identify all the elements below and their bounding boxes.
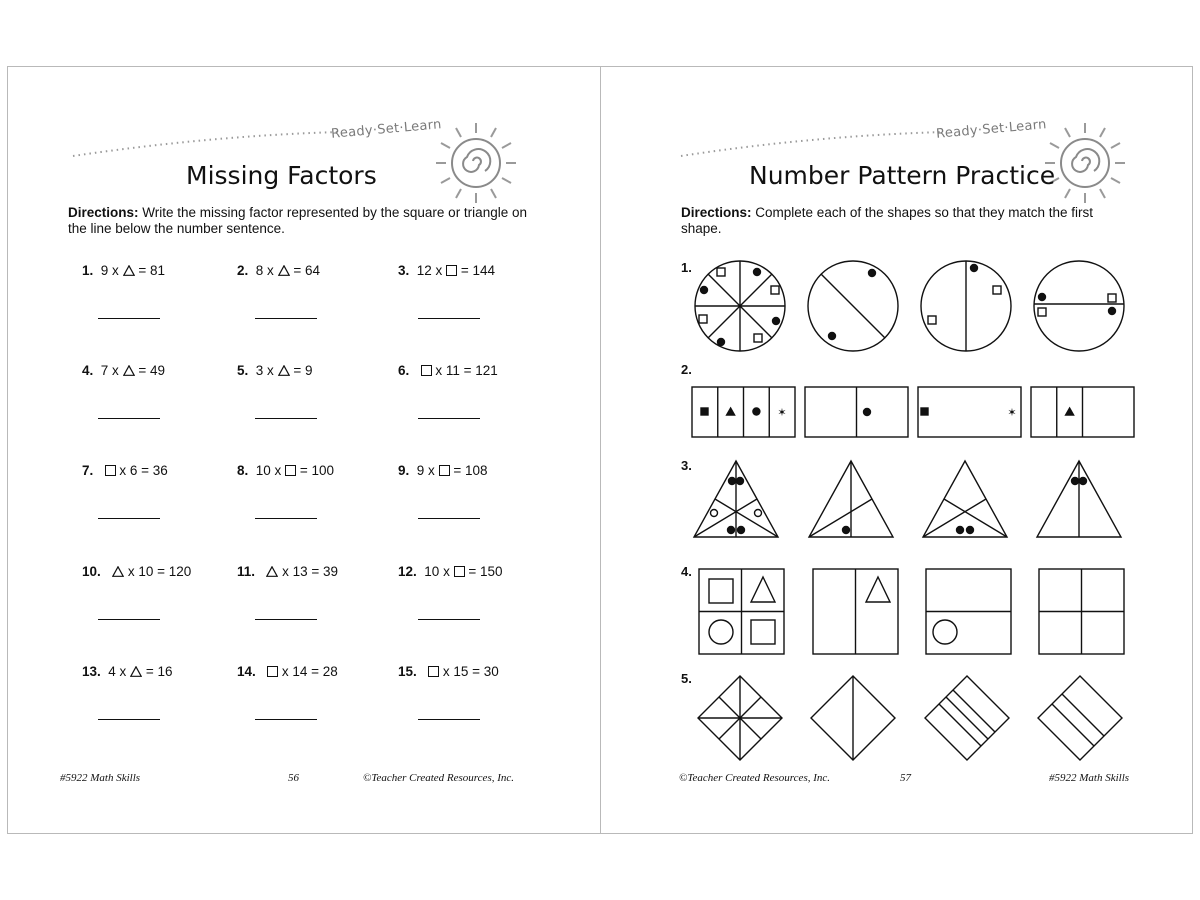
problem-9 [398, 463, 488, 478]
triangle-pattern-3 [923, 461, 1007, 537]
answer-blank[interactable] [418, 418, 480, 419]
problem-number: 4. [82, 363, 94, 378]
right-page [601, 66, 1193, 834]
diamond-pattern-model [698, 676, 782, 760]
answer-blank[interactable] [98, 318, 160, 319]
answer-blank[interactable] [255, 318, 317, 319]
answer-blank[interactable] [255, 518, 317, 519]
row-number-4: 4. [681, 564, 692, 579]
square-icon [267, 666, 278, 677]
problem-12 [398, 564, 503, 579]
diamond-pattern-2 [811, 676, 895, 760]
row-number-1: 1. [681, 260, 692, 275]
square-icon [421, 365, 432, 376]
square-icon [428, 666, 439, 677]
row-number-3: 3. [681, 458, 692, 473]
problem-prefix: 4 x [108, 664, 127, 679]
rect-pattern-4 [1031, 387, 1134, 437]
problem-suffix: = 16 [145, 664, 173, 679]
problem-13 [82, 664, 173, 679]
problem-number: 7. [82, 463, 94, 478]
footer-page-number: 57 [900, 772, 911, 784]
square-pattern-2 [813, 569, 898, 654]
diamond-pattern-3 [925, 676, 1009, 760]
diamond-pattern-4 [1038, 676, 1122, 760]
problem-prefix: 7 x [100, 363, 119, 378]
problem-suffix: x 6 = 36 [119, 463, 168, 478]
circle-pattern-2 [808, 261, 898, 351]
problem-suffix: = 100 [299, 463, 335, 478]
square-icon [105, 465, 116, 476]
answer-blank[interactable] [255, 719, 317, 720]
problem-10 [82, 564, 191, 579]
circle-pattern-model [695, 261, 785, 351]
problem-number: 14. [237, 664, 256, 679]
problem-number: 13. [82, 664, 101, 679]
problem-suffix: = 49 [138, 363, 165, 378]
square-icon [285, 465, 296, 476]
left-page [8, 66, 600, 834]
row-number-5: 5. [681, 671, 692, 686]
problem-6 [398, 363, 498, 378]
triangle-pattern-4 [1037, 461, 1121, 537]
answer-blank[interactable] [418, 619, 480, 620]
triangle-icon [130, 666, 142, 677]
problem-prefix: 3 x [255, 363, 274, 378]
problem-prefix: 9 x [416, 463, 435, 478]
row-number-2: 2. [681, 362, 692, 377]
triangle-icon [278, 265, 290, 276]
problem-suffix: x 15 = 30 [442, 664, 499, 679]
problem-number: 9. [398, 463, 410, 478]
triangle-icon [112, 566, 124, 577]
answer-blank[interactable] [98, 719, 160, 720]
problem-4 [82, 363, 165, 378]
triangle-icon [123, 265, 135, 276]
problem-prefix: 10 x [424, 564, 450, 579]
problem-number: 8. [237, 463, 249, 478]
footer-page-number: 56 [288, 772, 299, 784]
answer-blank[interactable] [98, 518, 160, 519]
problem-suffix: = 144 [460, 263, 496, 278]
problem-prefix: 9 x [100, 263, 119, 278]
footer-copyright: ©Teacher Created Resources, Inc. [363, 772, 515, 784]
problem-suffix: x 11 = 121 [435, 363, 498, 378]
problem-15 [398, 664, 499, 679]
problem-number: 3. [398, 263, 410, 278]
rect-pattern-3 [918, 387, 1021, 437]
directions-text: Write the missing factor represented by the square or triangle on the line below the number sentence. [68, 205, 527, 236]
problem-number: 11. [237, 564, 256, 579]
svg-text:✶: ✶ [1007, 407, 1017, 419]
problem-suffix: = 150 [468, 564, 503, 579]
problem-prefix: 12 x [416, 263, 443, 278]
problem-suffix: x 14 = 28 [281, 664, 338, 679]
square-icon [454, 566, 465, 577]
problem-suffix: x 13 = 39 [282, 564, 338, 579]
problem-number: 5. [237, 363, 249, 378]
problem-3 [398, 263, 495, 278]
problem-suffix: x 10 = 120 [127, 564, 192, 579]
problem-prefix: 10 x [255, 463, 282, 478]
answer-blank[interactable] [98, 418, 160, 419]
footer-book-number: #5922 Math Skills [60, 772, 141, 784]
rect-pattern-model [692, 387, 795, 437]
footer-copyright: ©Teacher Created Resources, Inc. [679, 772, 831, 784]
triangle-icon [266, 566, 278, 577]
square-pattern-3 [926, 569, 1011, 654]
directions-text: Complete each of the shapes so that they match the first shape. [681, 205, 1093, 236]
problem-suffix: = 64 [293, 263, 320, 278]
rect-pattern-2 [805, 387, 908, 437]
triangle-icon [123, 365, 135, 376]
problem-11 [237, 564, 338, 579]
directions-label: Directions: [681, 205, 752, 220]
directions [68, 205, 538, 237]
pattern-figures [601, 66, 1193, 834]
problem-number: 1. [82, 263, 94, 278]
answer-blank[interactable] [98, 619, 160, 620]
problem-number: 12. [398, 564, 417, 579]
problem-2 [237, 263, 320, 278]
problem-1 [82, 263, 165, 278]
page-title: Missing Factors [186, 161, 377, 190]
problem-prefix: 8 x [255, 263, 274, 278]
page-title: Number Pattern Practice [749, 161, 1056, 190]
problem-5 [237, 363, 312, 378]
problem-number: 10. [82, 564, 101, 579]
circle-pattern-3 [921, 261, 1011, 351]
problem-number: 15. [398, 664, 417, 679]
problem-suffix: = 9 [293, 363, 313, 378]
directions-label: Directions: [68, 205, 139, 220]
footer-book-number: #5922 Math Skills [1049, 772, 1130, 784]
square-pattern-4 [1039, 569, 1124, 654]
answer-blank[interactable] [418, 719, 480, 720]
problem-suffix: = 108 [453, 463, 488, 478]
answer-blank[interactable] [255, 619, 317, 620]
sun-icon [436, 123, 516, 203]
brand-logo-text: Ready·Set·Learn [330, 117, 443, 142]
square-icon [439, 465, 450, 476]
circle-pattern-4 [1034, 261, 1124, 351]
problem-8 [237, 463, 334, 478]
svg-text:✶: ✶ [777, 407, 787, 419]
triangle-pattern-model [694, 461, 778, 537]
problem-suffix: = 81 [138, 263, 165, 278]
brand-logo-text: Ready·Set·Learn [935, 117, 1048, 142]
answer-blank[interactable] [418, 318, 480, 319]
problem-number: 6. [398, 363, 410, 378]
answer-blank[interactable] [418, 518, 480, 519]
square-icon [446, 265, 457, 276]
triangle-pattern-2 [809, 461, 893, 537]
triangle-icon [278, 365, 290, 376]
problem-14 [237, 664, 338, 679]
square-pattern-model [699, 569, 784, 654]
problem-number: 2. [237, 263, 249, 278]
problem-7 [82, 463, 168, 478]
answer-blank[interactable] [255, 418, 317, 419]
